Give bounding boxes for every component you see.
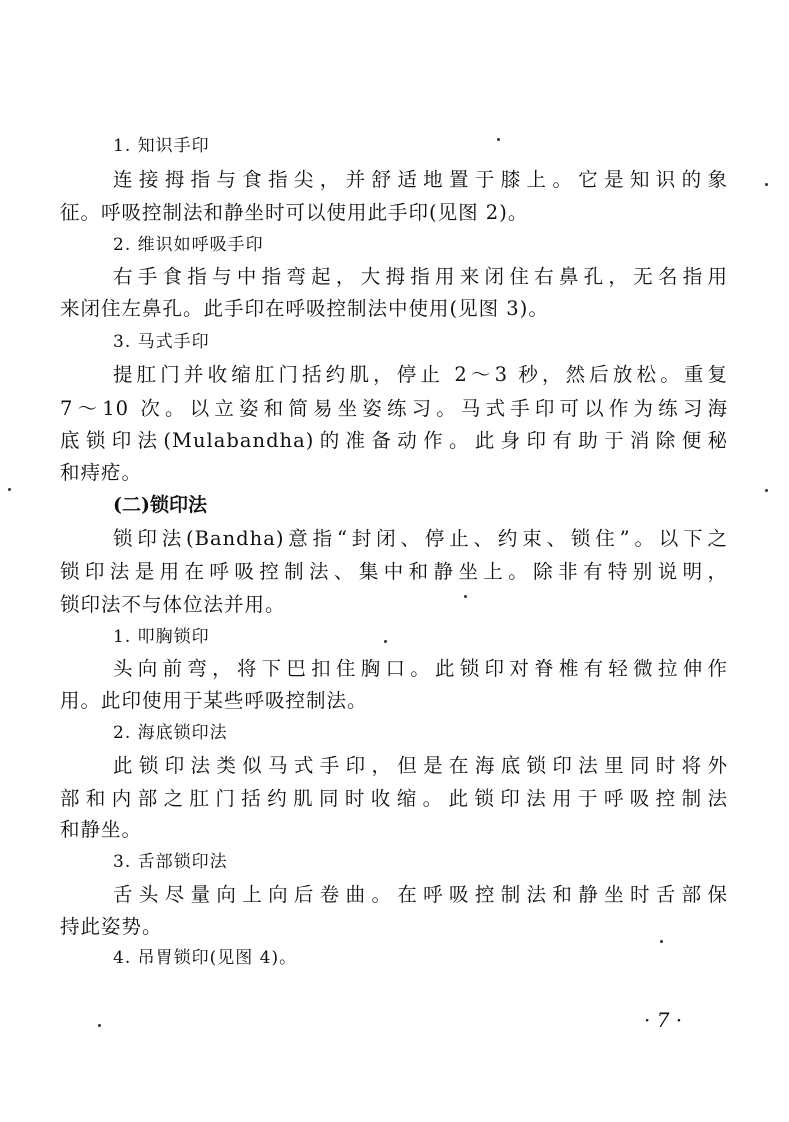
scan-speck	[464, 595, 467, 598]
scan-speck	[660, 940, 663, 943]
scan-speck	[8, 488, 11, 491]
paragraph-line: 连接拇指与食指尖，并舒适地置于膝上。它是知识的象	[113, 168, 728, 191]
scan-speck	[384, 640, 387, 643]
paragraph-line: 和静坐。	[60, 818, 143, 841]
paragraph-line: 锁印法(Bandha)意指“封闭、停止、约束、锁住”。以下之	[113, 527, 728, 550]
paragraph-line: 来闭住左鼻孔。此手印在呼吸控制法中使用(见图 3)。	[60, 297, 549, 320]
section-title-bandha: (二)锁印法	[113, 494, 207, 516]
heading-horse-mudra: 3. 马式手印	[113, 332, 210, 352]
paragraph-line: 锁印法不与体位法并用。	[60, 593, 286, 616]
page-number: · 7 ·	[644, 1008, 683, 1032]
heading-chin-lock: 1. 叩胸锁印	[113, 627, 210, 647]
scan-speck	[98, 1024, 101, 1027]
paragraph-line: 底锁印法(Mulabandha)的准备动作。此身印有助于消除便秘	[60, 429, 728, 452]
heading-knowledge-mudra: 1. 知识手印	[113, 136, 210, 156]
scan-speck	[765, 183, 768, 186]
paragraph-line: 锁印法是用在呼吸控制法、集中和静坐上。除非有特别说明，	[60, 560, 728, 583]
paragraph-line: 右手食指与中指弯起，大拇指用来闭住右鼻孔，无名指用	[113, 265, 728, 288]
paragraph-line: 提肛门并收缩肛门括约肌，停止 2～3 秒，然后放松。重复	[113, 363, 728, 386]
paragraph-line: 此锁印法类似马式手印，但是在海底锁印法里同时将外	[113, 754, 728, 777]
paragraph-line: 头向前弯，将下巴扣住胸口。此锁印对脊椎有轻微拉伸作	[113, 657, 728, 680]
heading-breath-mudra: 2. 维识如呼吸手印	[113, 235, 264, 255]
paragraph-line: 持此姿势。	[60, 915, 163, 938]
scan-speck	[765, 489, 768, 492]
paragraph-line: 舌头尽量向上向后卷曲。在呼吸控制法和静坐时舌部保	[113, 883, 728, 906]
paragraph-line: 和痔疮。	[60, 461, 143, 484]
heading-abdominal-lock: 4. 吊胃锁印(见图 4)。	[113, 948, 298, 968]
heading-tongue-lock: 3. 舌部锁印法	[113, 852, 228, 872]
paragraph-line: 部和内部之肛门括约肌同时收缩。此锁印法用于呼吸控制法	[60, 787, 728, 810]
paragraph-line: 征。呼吸控制法和静坐时可以使用此手印(见图 2)。	[60, 201, 529, 224]
scan-speck	[497, 138, 500, 141]
heading-root-lock: 2. 海底锁印法	[113, 723, 228, 743]
paragraph-line: 7～10 次。以立姿和简易坐姿练习。马式手印可以作为练习海	[60, 397, 728, 420]
paragraph-line: 用。此印使用于某些呼吸控制法。	[60, 689, 368, 712]
